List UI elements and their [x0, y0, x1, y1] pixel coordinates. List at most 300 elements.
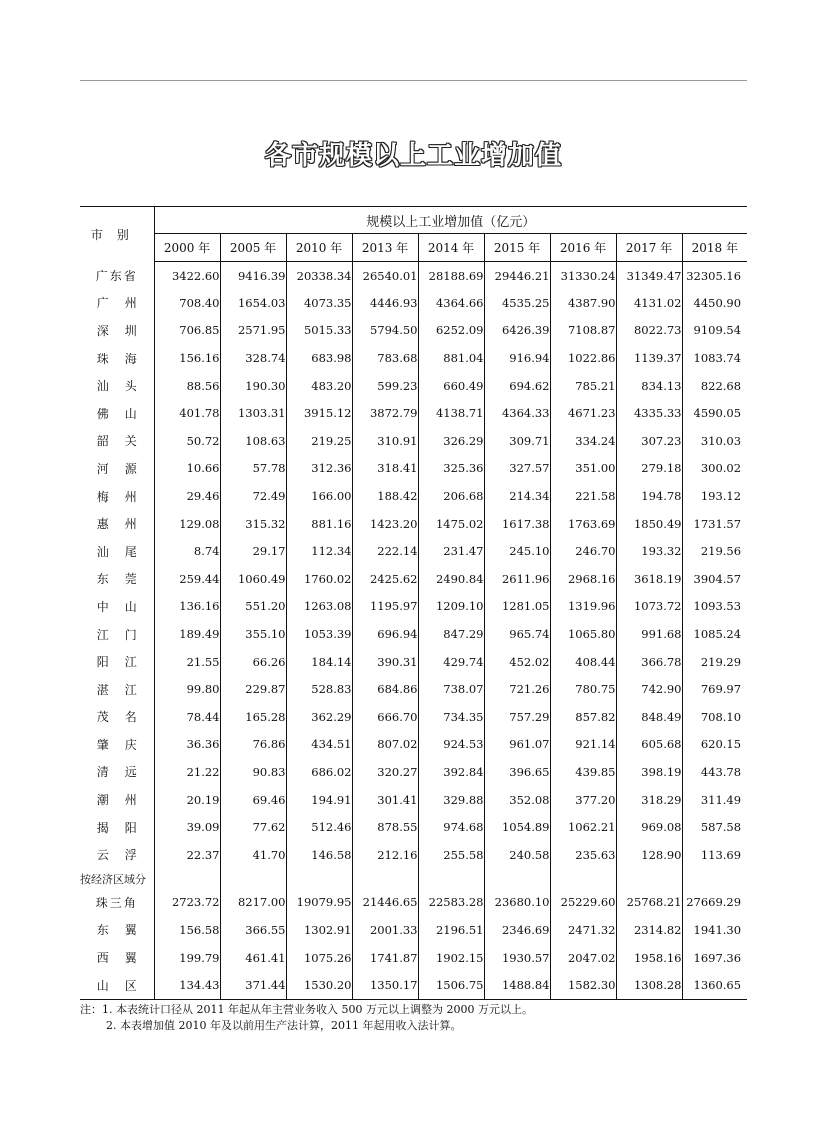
- value-cell: 4450.90: [693, 295, 742, 310]
- value-cell: 1763.69: [550, 510, 616, 538]
- value-cell: 300.02: [700, 461, 742, 476]
- value-cell: 3872.79: [352, 399, 418, 427]
- value-cell: 2490.84: [418, 565, 484, 593]
- value-cell: 708.10: [700, 709, 742, 724]
- value-cell: 822.68: [700, 378, 742, 393]
- table-row: [80, 813, 747, 841]
- value-cell: 188.42: [352, 482, 418, 510]
- row-city-label: 河源: [80, 455, 154, 483]
- table-row: [80, 758, 747, 786]
- value-cell: 528.83: [286, 675, 352, 703]
- value-cell: 847.29: [418, 620, 484, 648]
- value-cell: 738.07: [418, 675, 484, 703]
- value-cell: 301.41: [352, 786, 418, 814]
- value-cell: 757.29: [484, 703, 550, 731]
- value-cell: 1263.08: [286, 593, 352, 621]
- value-cell: 1075.26: [286, 944, 352, 972]
- value-cell: 2314.82: [616, 916, 682, 944]
- year-header: 2017 年: [616, 234, 682, 262]
- value-cell: 326.29: [418, 427, 484, 455]
- value-cell: 50.72: [154, 427, 220, 455]
- value-cell: 4671.23: [550, 399, 616, 427]
- value-cell: 10.66: [154, 455, 220, 483]
- value-cell: 21.22: [154, 758, 220, 786]
- table-row: [80, 565, 747, 593]
- value-cell: 307.23: [616, 427, 682, 455]
- year-header: 2014 年: [418, 234, 484, 262]
- value-cell: 113.69: [700, 847, 742, 862]
- region-section: [80, 869, 747, 889]
- value-cell: 1093.53: [693, 599, 742, 614]
- row-city-label: 中山: [80, 593, 154, 621]
- value-cell: 222.14: [352, 537, 418, 565]
- value-cell: 2471.32: [550, 916, 616, 944]
- value-cell: 4364.66: [418, 289, 484, 317]
- value-cell: 21.55: [154, 648, 220, 676]
- value-cell: 29.46: [154, 482, 220, 510]
- value-cell: 39.09: [154, 813, 220, 841]
- top-rule: [80, 80, 747, 81]
- table-row: [80, 537, 747, 565]
- value-cell: 9109.54: [693, 323, 742, 338]
- value-cell: 1930.57: [484, 944, 550, 972]
- value-cell: 134.43: [154, 971, 220, 999]
- value-cell: 318.41: [352, 455, 418, 483]
- value-cell: 26540.01: [352, 262, 418, 290]
- value-cell: 329.88: [418, 786, 484, 814]
- value-cell: 310.91: [352, 427, 418, 455]
- value-cell: 2611.96: [484, 565, 550, 593]
- value-cell: 1139.37: [616, 344, 682, 372]
- table-row: [80, 455, 747, 483]
- row-city-label: 潮州: [80, 786, 154, 814]
- value-cell: 2047.02: [550, 944, 616, 972]
- value-cell: 785.21: [550, 372, 616, 400]
- row-city-label: 阳江: [80, 648, 154, 676]
- note-1: 注：1. 本表统计口径从 2011 年起从年主营业务收入 500 万元以上调整为 2000 万元以上。: [80, 1003, 533, 1016]
- value-cell: 708.40: [154, 289, 220, 317]
- value-cell: 443.78: [700, 764, 742, 779]
- value-cell: 184.14: [286, 648, 352, 676]
- value-cell: 706.85: [154, 317, 220, 345]
- value-cell: 32305.16: [686, 268, 742, 283]
- table-row: [80, 593, 747, 621]
- value-cell: 452.02: [484, 648, 550, 676]
- value-cell: 429.74: [418, 648, 484, 676]
- value-cell: 1195.97: [352, 593, 418, 621]
- value-cell: 1053.39: [286, 620, 352, 648]
- value-cell: 1697.36: [693, 950, 742, 965]
- value-cell: 398.19: [616, 758, 682, 786]
- value-cell: 461.41: [220, 944, 286, 972]
- value-cell: 4590.05: [693, 406, 742, 421]
- value-cell: 1308.28: [616, 971, 682, 999]
- value-cell: 315.32: [220, 510, 286, 538]
- value-cell: 660.49: [418, 372, 484, 400]
- row-city-label: 肇庆: [80, 731, 154, 759]
- value-cell: 352.08: [484, 786, 550, 814]
- city-rows: [80, 262, 747, 869]
- value-cell: 1488.84: [484, 971, 550, 999]
- value-cell: 193.32: [616, 537, 682, 565]
- value-cell: 128.90: [616, 841, 682, 869]
- value-cell: 366.78: [616, 648, 682, 676]
- value-cell: 1073.72: [616, 593, 682, 621]
- table-row: [80, 889, 747, 917]
- value-cell: 924.53: [418, 731, 484, 759]
- value-cell: 112.34: [286, 537, 352, 565]
- year-header: 2010 年: [286, 234, 352, 262]
- table-row: [80, 289, 747, 317]
- row-city-label: 揭阳: [80, 813, 154, 841]
- value-cell: 1022.86: [550, 344, 616, 372]
- value-cell: 1302.91: [286, 916, 352, 944]
- value-cell: 2571.95: [220, 317, 286, 345]
- value-cell: 1319.96: [550, 593, 616, 621]
- value-cell: 76.86: [220, 731, 286, 759]
- value-cell: 780.75: [550, 675, 616, 703]
- value-cell: 25768.21: [616, 889, 682, 917]
- value-cell: 351.00: [550, 455, 616, 483]
- value-cell: 512.46: [286, 813, 352, 841]
- value-cell: 309.71: [484, 427, 550, 455]
- value-cell: 599.23: [352, 372, 418, 400]
- value-cell: 219.25: [286, 427, 352, 455]
- value-cell: 311.49: [700, 792, 742, 807]
- value-cell: 392.84: [418, 758, 484, 786]
- value-cell: 219.29: [700, 654, 742, 669]
- value-cell: 221.58: [550, 482, 616, 510]
- table-row: [80, 620, 747, 648]
- value-cell: 31349.47: [616, 262, 682, 290]
- value-cell: 229.87: [220, 675, 286, 703]
- value-cell: 965.74: [484, 620, 550, 648]
- value-cell: 1281.05: [484, 593, 550, 621]
- value-cell: 1062.21: [550, 813, 616, 841]
- value-cell: 136.16: [154, 593, 220, 621]
- value-cell: 72.49: [220, 482, 286, 510]
- value-cell: 3618.19: [616, 565, 682, 593]
- value-cell: 401.78: [154, 399, 220, 427]
- value-cell: 4335.33: [616, 399, 682, 427]
- table-row: [80, 510, 747, 538]
- value-cell: 721.26: [484, 675, 550, 703]
- value-cell: 6252.09: [418, 317, 484, 345]
- value-cell: 156.16: [154, 344, 220, 372]
- value-cell: 666.70: [352, 703, 418, 731]
- value-cell: 19079.95: [286, 889, 352, 917]
- value-cell: 2723.72: [154, 889, 220, 917]
- value-cell: 1731.57: [693, 516, 742, 531]
- value-cell: 921.14: [550, 731, 616, 759]
- row-city-label: 江门: [80, 620, 154, 648]
- region-rows: [80, 889, 747, 1000]
- value-cell: 857.82: [550, 703, 616, 731]
- value-cell: 255.58: [418, 841, 484, 869]
- value-cell: 1209.10: [418, 593, 484, 621]
- value-cell: 3422.60: [154, 262, 220, 290]
- row-city-label: 佛山: [80, 399, 154, 427]
- value-cell: 1850.49: [616, 510, 682, 538]
- value-cell: 1617.38: [484, 510, 550, 538]
- value-cell: 881.04: [418, 344, 484, 372]
- table-row: [80, 703, 747, 731]
- row-city-label: 山区: [80, 971, 154, 999]
- value-cell: 9416.39: [220, 262, 286, 290]
- value-cell: 605.68: [616, 731, 682, 759]
- value-cell: 974.68: [418, 813, 484, 841]
- value-cell: 1423.20: [352, 510, 418, 538]
- value-cell: 4131.02: [616, 289, 682, 317]
- table-row: [80, 731, 747, 759]
- row-city-label: 湛江: [80, 675, 154, 703]
- value-cell: 214.34: [484, 482, 550, 510]
- value-cell: 27669.29: [686, 895, 742, 910]
- value-cell: 66.26: [220, 648, 286, 676]
- value-cell: 20.19: [154, 786, 220, 814]
- city-column-header: 市别: [80, 207, 154, 262]
- value-cell: 1958.16: [616, 944, 682, 972]
- value-cell: 684.86: [352, 675, 418, 703]
- value-cell: 8022.73: [616, 317, 682, 345]
- value-cell: 6426.39: [484, 317, 550, 345]
- value-cell: 969.08: [616, 813, 682, 841]
- value-cell: 991.68: [616, 620, 682, 648]
- value-cell: 78.44: [154, 703, 220, 731]
- value-cell: 2196.51: [418, 916, 484, 944]
- value-cell: 483.20: [286, 372, 352, 400]
- table-row: [80, 262, 747, 290]
- row-city-label: 汕尾: [80, 537, 154, 565]
- value-cell: 1065.80: [550, 620, 616, 648]
- year-header: 2000 年: [154, 234, 220, 262]
- note-2: 2. 本表增加值 2010 年及以前用生产法计算，2011 年起用收入法计算。: [106, 1019, 462, 1032]
- value-column-group-header: 规模以上工业增加值（亿元）: [154, 207, 747, 234]
- table-row: [80, 482, 747, 510]
- value-cell: 166.00: [286, 482, 352, 510]
- value-cell: 3904.57: [693, 571, 742, 586]
- year-header: 2015 年: [484, 234, 550, 262]
- value-cell: 3915.12: [286, 399, 352, 427]
- value-cell: 1083.74: [693, 351, 742, 366]
- table-row: [80, 786, 747, 814]
- value-cell: 1760.02: [286, 565, 352, 593]
- row-city-label: 云浮: [80, 841, 154, 869]
- value-cell: 4387.90: [550, 289, 616, 317]
- table-row: [80, 317, 747, 345]
- value-cell: 212.16: [352, 841, 418, 869]
- row-city-label: 汕头: [80, 372, 154, 400]
- value-cell: 57.78: [220, 455, 286, 483]
- value-cell: 434.51: [286, 731, 352, 759]
- value-cell: 310.03: [700, 433, 742, 448]
- value-cell: 377.20: [550, 786, 616, 814]
- table-row: [80, 344, 747, 372]
- value-cell: 327.57: [484, 455, 550, 483]
- page-title: 各市规模以上工业增加值: [264, 141, 562, 171]
- value-cell: 694.62: [484, 372, 550, 400]
- value-cell: 916.94: [484, 344, 550, 372]
- value-cell: 318.29: [616, 786, 682, 814]
- value-cell: 23680.10: [484, 889, 550, 917]
- industry-value-table: [80, 206, 747, 1000]
- row-city-label: 东莞: [80, 565, 154, 593]
- year-header: 2005 年: [220, 234, 286, 262]
- value-cell: 2346.69: [484, 916, 550, 944]
- value-cell: 156.58: [154, 916, 220, 944]
- value-cell: 2425.62: [352, 565, 418, 593]
- value-cell: 439.85: [550, 758, 616, 786]
- value-cell: 2968.16: [550, 565, 616, 593]
- value-cell: 259.44: [154, 565, 220, 593]
- value-cell: 99.80: [154, 675, 220, 703]
- value-cell: 194.78: [616, 482, 682, 510]
- value-cell: 834.13: [616, 372, 682, 400]
- value-cell: 328.74: [220, 344, 286, 372]
- row-city-label: 韶关: [80, 427, 154, 455]
- value-cell: 312.36: [286, 455, 352, 483]
- value-cell: 28188.69: [418, 262, 484, 290]
- value-cell: 5794.50: [352, 317, 418, 345]
- table-row: [80, 944, 747, 972]
- value-cell: 1582.30: [550, 971, 616, 999]
- value-cell: 4073.35: [286, 289, 352, 317]
- value-cell: 77.62: [220, 813, 286, 841]
- value-cell: 961.07: [484, 731, 550, 759]
- value-cell: 5015.33: [286, 317, 352, 345]
- value-cell: 742.90: [616, 675, 682, 703]
- year-header: 2018 年: [682, 234, 747, 262]
- value-cell: 129.08: [154, 510, 220, 538]
- value-cell: 734.35: [418, 703, 484, 731]
- year-header: 2013 年: [352, 234, 418, 262]
- value-cell: 90.83: [220, 758, 286, 786]
- value-cell: 371.44: [220, 971, 286, 999]
- value-cell: 8.74: [154, 537, 220, 565]
- row-city-label: 茂名: [80, 703, 154, 731]
- value-cell: 587.58: [700, 820, 742, 835]
- value-cell: 1303.31: [220, 399, 286, 427]
- value-cell: 41.70: [220, 841, 286, 869]
- value-cell: 1941.30: [693, 922, 742, 937]
- value-cell: 21446.65: [352, 889, 418, 917]
- value-cell: 22583.28: [418, 889, 484, 917]
- table-row: [80, 372, 747, 400]
- value-cell: 194.91: [286, 786, 352, 814]
- row-city-label: 深圳: [80, 317, 154, 345]
- table-notes: [80, 1002, 780, 1034]
- value-cell: 8217.00: [220, 889, 286, 917]
- value-cell: 769.97: [700, 682, 742, 697]
- value-cell: 206.68: [418, 482, 484, 510]
- row-city-label: 惠州: [80, 510, 154, 538]
- table-row: [80, 427, 747, 455]
- value-cell: 1360.65: [693, 978, 742, 993]
- value-cell: 240.58: [484, 841, 550, 869]
- value-cell: 1654.03: [220, 289, 286, 317]
- value-cell: 190.30: [220, 372, 286, 400]
- value-cell: 1054.89: [484, 813, 550, 841]
- value-cell: 696.94: [352, 620, 418, 648]
- value-cell: 29446.21: [484, 262, 550, 290]
- value-cell: 1530.20: [286, 971, 352, 999]
- value-cell: 362.29: [286, 703, 352, 731]
- row-city-label: 珠海: [80, 344, 154, 372]
- table-row: [80, 399, 747, 427]
- value-cell: 146.58: [286, 841, 352, 869]
- value-cell: 7108.87: [550, 317, 616, 345]
- value-cell: 279.18: [616, 455, 682, 483]
- row-city-label: 清远: [80, 758, 154, 786]
- value-cell: 408.44: [550, 648, 616, 676]
- value-cell: 4138.71: [418, 399, 484, 427]
- value-cell: 108.63: [220, 427, 286, 455]
- value-cell: 1506.75: [418, 971, 484, 999]
- value-cell: 193.12: [700, 489, 742, 504]
- value-cell: 783.68: [352, 344, 418, 372]
- row-city-label: 珠三角: [80, 889, 154, 917]
- value-cell: 320.27: [352, 758, 418, 786]
- value-cell: 22.37: [154, 841, 220, 869]
- value-cell: 390.31: [352, 648, 418, 676]
- value-cell: 551.20: [220, 593, 286, 621]
- value-cell: 686.02: [286, 758, 352, 786]
- value-cell: 1350.17: [352, 971, 418, 999]
- year-header: 2016 年: [550, 234, 616, 262]
- table-row: [80, 916, 747, 944]
- value-cell: 231.47: [418, 537, 484, 565]
- value-cell: 355.10: [220, 620, 286, 648]
- value-cell: 1085.24: [693, 627, 742, 642]
- value-cell: 189.49: [154, 620, 220, 648]
- value-cell: 683.98: [286, 344, 352, 372]
- value-cell: 881.16: [286, 510, 352, 538]
- value-cell: 245.10: [484, 537, 550, 565]
- value-cell: 878.55: [352, 813, 418, 841]
- value-cell: 199.79: [154, 944, 220, 972]
- table-row: [80, 675, 747, 703]
- table-row: [80, 971, 747, 999]
- value-cell: 848.49: [616, 703, 682, 731]
- value-cell: 4446.93: [352, 289, 418, 317]
- value-cell: 4364.33: [484, 399, 550, 427]
- value-cell: 396.65: [484, 758, 550, 786]
- value-cell: 246.70: [550, 537, 616, 565]
- value-cell: 366.55: [220, 916, 286, 944]
- row-city-label: 广州: [80, 289, 154, 317]
- row-city-label: 广东省: [80, 262, 154, 290]
- value-cell: 20338.34: [286, 262, 352, 290]
- value-cell: 620.15: [700, 737, 742, 752]
- row-city-label: 东翼: [80, 916, 154, 944]
- value-cell: 807.02: [352, 731, 418, 759]
- value-cell: 325.36: [418, 455, 484, 483]
- value-cell: 1741.87: [352, 944, 418, 972]
- value-cell: 235.63: [550, 841, 616, 869]
- value-cell: 36.36: [154, 731, 220, 759]
- section-label: 按经济区域分: [80, 869, 154, 889]
- row-city-label: 西翼: [80, 944, 154, 972]
- value-cell: 88.56: [154, 372, 220, 400]
- value-cell: 2001.33: [352, 916, 418, 944]
- value-cell: 1060.49: [220, 565, 286, 593]
- value-cell: 4535.25: [484, 289, 550, 317]
- value-cell: 219.56: [700, 544, 742, 559]
- value-cell: 25229.60: [550, 889, 616, 917]
- value-cell: 31330.24: [550, 262, 616, 290]
- value-cell: 1902.15: [418, 944, 484, 972]
- table-row: [80, 841, 747, 869]
